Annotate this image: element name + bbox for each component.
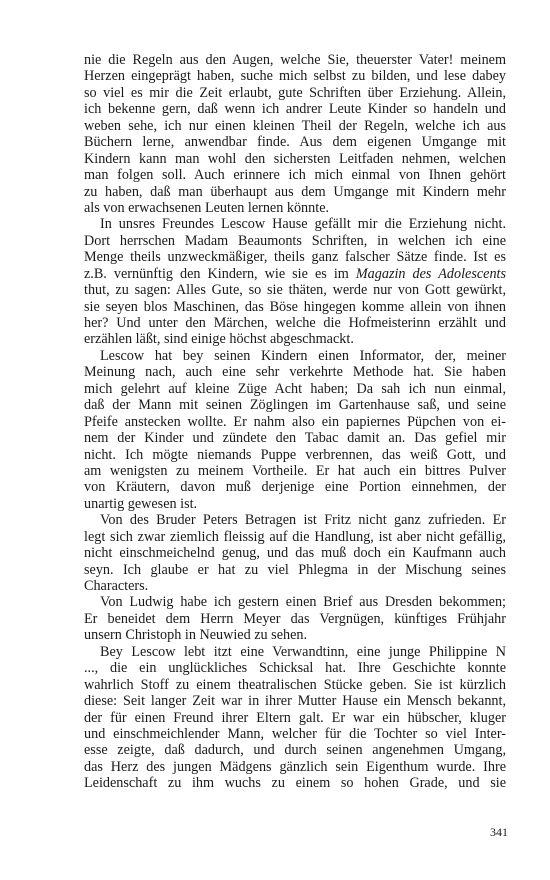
text-line: am wenigsten zu meinem Vortheile. Er hat auch ein bittres Pulver	[84, 462, 506, 479]
text-line: Characters.	[84, 578, 149, 594]
text-line: Pfeife anstecken wollte. Er nahm also ein papiernes Püpchen von ei-	[84, 413, 506, 430]
paragraph	[84, 52, 506, 216]
text-line: nem der Kinder und zündete den Tabac damit an. Das gefiel mir	[84, 430, 506, 447]
text-line: und einschmeichlender Mann, welcher für die Tochter so viel Inter-	[84, 725, 506, 742]
text-line: nie die Regeln aus den Augen, welche Sie, theuerster Vater! meinem	[84, 52, 506, 68]
text-line: zu haben, daß man überhaupt aus dem Umgange mit Kindern mehr	[84, 183, 506, 200]
text-line: als von erwachsenen Leuten lernen könnte.	[84, 199, 330, 216]
text-line: her? Und unter den Märchen, welche die Hofmeisterinn erzählt und	[84, 315, 506, 331]
text-line: Meinung nach, auch eine sehr verkehrte Methode hat. Sie haben	[84, 364, 506, 381]
text-line: unsern Christoph in Neuwied zu sehen.	[84, 627, 308, 644]
text-line: weben sehe, ich nur einen kleinen Theil der Regeln, welche ich aus	[84, 117, 506, 134]
text-line: so viel es mir die Zeit erlaubt, gute Schriften über Erziehung. Allein,	[84, 84, 506, 101]
text-line: ..., die ein unglückliches Schicksal hat. Ihre Geschichte konnte	[84, 660, 506, 677]
text-line: von Kräutern, davon muß derjenige eine Portion einnehmen, der	[84, 479, 506, 496]
paragraph	[84, 594, 506, 643]
text-line: das Herz des jungen Mädgens gänzlich sein Eigenthum wurde. Ihre	[84, 758, 506, 775]
text-line: Dort herrschen Madam Beaumonts Schriften, in welchen ich eine	[84, 232, 506, 249]
text-line: mich gelehrt auf kleine Züge Acht haben; Da sah ich nun einmal,	[84, 380, 506, 397]
text-line: Bey Lescow lebt itzt eine Verwandtinn, eine junge Philippine N	[100, 643, 506, 660]
text-line: nicht. Ich mögte niemands Puppe verbrennen, das weiß Gott, und	[84, 446, 506, 463]
text-line: z.B. vernünftig den Kindern, wie sie es im Magazin des Adolescents	[84, 265, 507, 282]
text-line: man folgen soll. Auch erinnere ich mich einmal von Ihnen gehört	[84, 167, 506, 184]
text-line: Von des Bruder Peters Betragen ist Fritz nicht ganz zufrieden. Er	[100, 512, 506, 529]
text-line: der für einen Freund ihrer Eltern galt. Er war ein hübscher, kluger	[84, 709, 506, 726]
text-line: Menge theils unzweckmäßiger, theils ganz falscher Sätze finde. Ist es	[84, 249, 506, 266]
text-line: Lescow hat bey seinen Kindern einen Informator, der, meiner	[100, 347, 506, 364]
text-line: diese: Seit langer Zeit war in ihrer Mutter Hause ein Mensch bekannt,	[84, 693, 506, 710]
body-text	[84, 52, 506, 792]
text-line: Kindern kann man wohl den sichersten Leitfaden nehmen, welchen	[84, 150, 506, 167]
text-line: Leidenschaft zu ihm wuchs zu einem so hohen Grade, und sie	[84, 775, 506, 792]
text-line: In unsres Freundes Lescow Hause gefällt mir die Erziehung nicht.	[100, 216, 506, 233]
text-line: thut, zu sagen: Alles Gute, so sie thäten, werde nur von Gott gewürkt,	[84, 282, 506, 299]
text-line: daß der Mann mit seinen Zöglingen im Gartenhause saß, und seine	[84, 397, 506, 414]
paragraph	[84, 348, 506, 512]
text-line: ich bekenne gern, daß wenn ich andrer Leute Kinder so handeln und	[84, 101, 506, 118]
text-line: nicht einschmeichelnd genug, und das muß doch ein Kaufmann auch	[84, 545, 506, 562]
text-line: unartig gewesen ist.	[84, 495, 198, 512]
text-line: Er beneidet dem Herrn Meyer das Vergnügen, künftiges Frühjahr	[84, 610, 506, 627]
text-line: Von Ludwig habe ich gestern einen Brief aus Dresden bekommen;	[100, 594, 506, 611]
text-line: seyn. Ich glaube er hat zu viel Phlegma in der Mischung seines	[84, 561, 506, 578]
text-line: Büchern lerne, anwendbar finde. Aus dem eigenen Umgange mit	[84, 134, 506, 151]
text-line: Herzen eingeprägt haben, suche mich selbst zu bilden, und lese dabey	[84, 68, 506, 85]
paragraph	[84, 644, 506, 792]
text-line: legt sich zwar ziemlich fleissig auf die Handlung, ist aber nicht gefällig,	[84, 528, 506, 545]
text-line: wahrlich Stoff zu einem theatralischen Stücke geben. Sie ist kürzlich	[84, 676, 506, 693]
text-line: sie seyen blos Maschinen, das Böse hingegen komme allein von ihnen	[84, 298, 506, 315]
page-number: 341	[490, 825, 508, 839]
paragraph	[84, 512, 506, 594]
text-line: erzählen läßt, sind einige höchst abgeschmackt.	[84, 331, 354, 348]
paragraph	[84, 216, 506, 348]
text-line: esse zeigte, daß dadurch, und durch seinen angenehmen Umgang,	[84, 742, 506, 759]
